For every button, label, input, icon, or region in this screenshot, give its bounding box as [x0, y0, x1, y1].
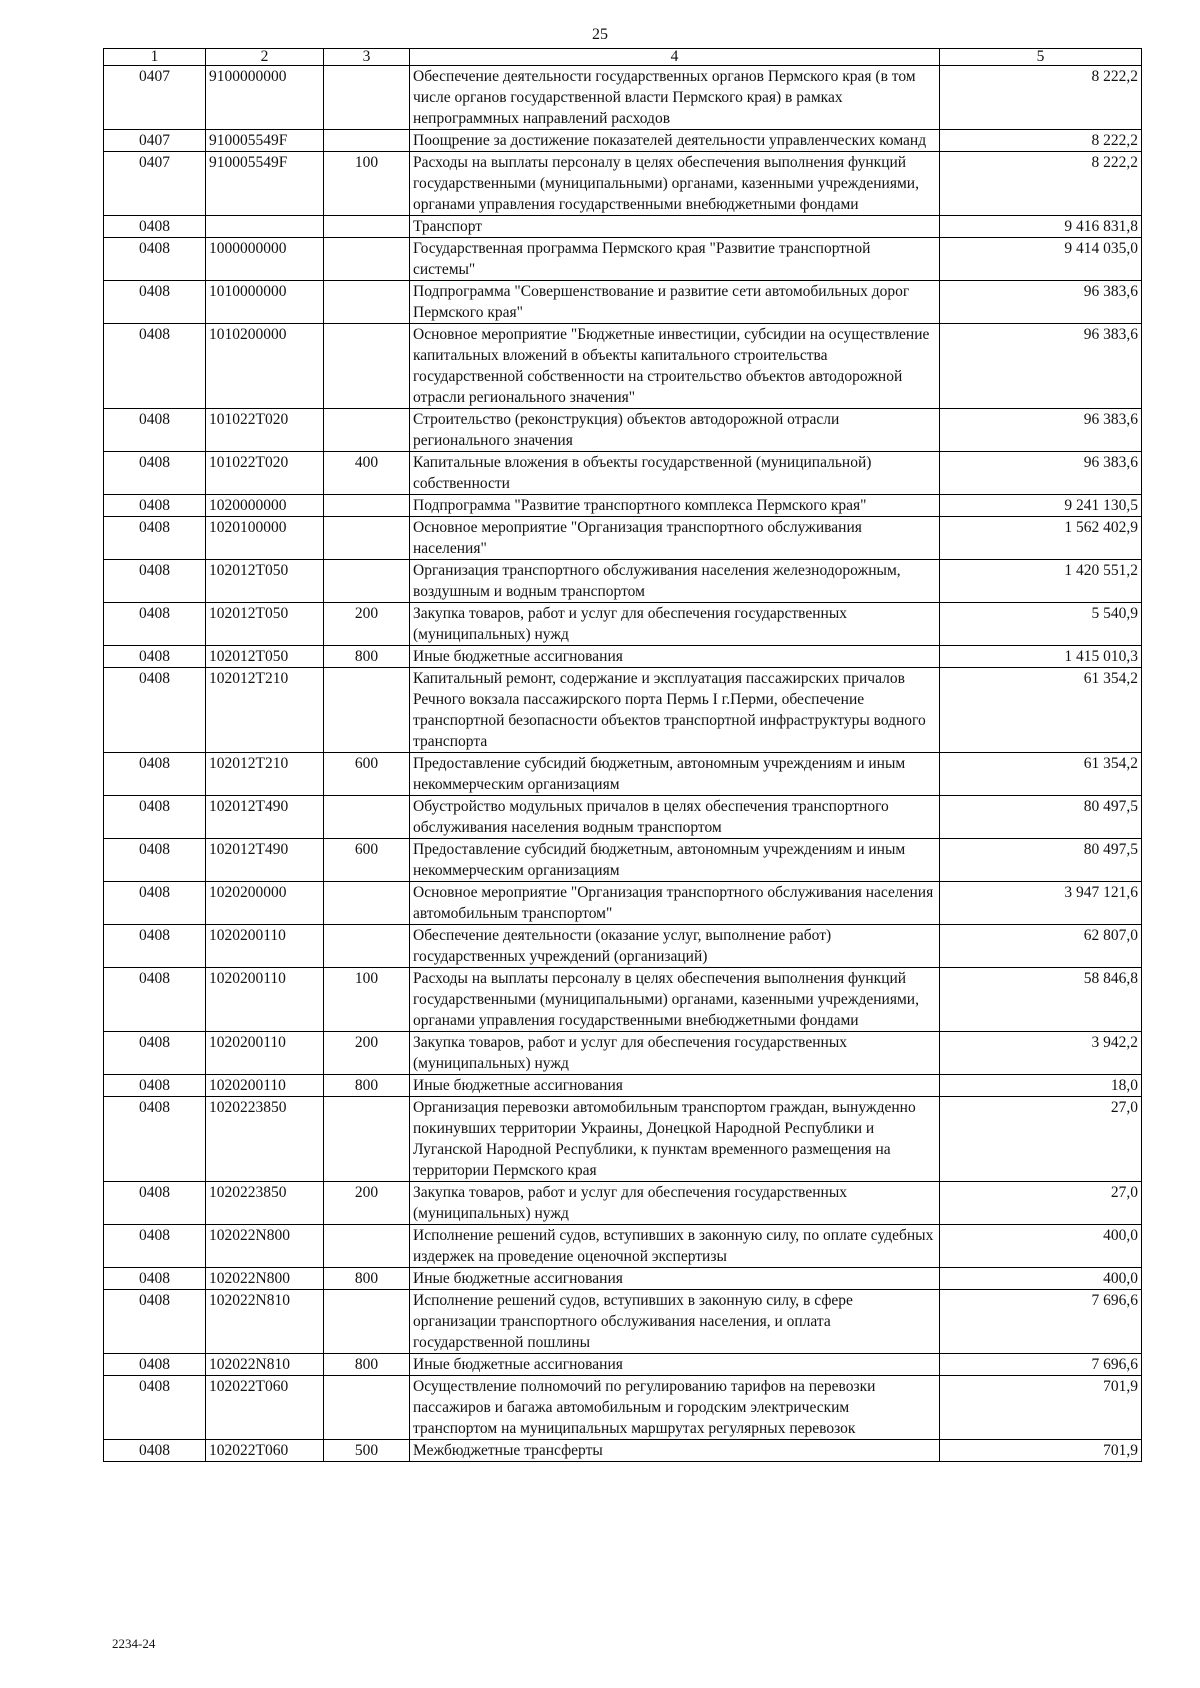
amount-cell: 8 222,2: [940, 152, 1142, 216]
section-code-cell: 0408: [104, 560, 206, 603]
item-name-cell: Подпрограмма "Развитие транспортного комплекса Пермского края": [410, 495, 940, 517]
target-code-cell: 102022N810: [206, 1354, 324, 1376]
amount-cell: 7 696,6: [940, 1290, 1142, 1354]
expense-type-cell: [324, 281, 410, 324]
expense-type-cell: 200: [324, 1032, 410, 1075]
item-name-cell: Закупка товаров, работ и услуг для обеспечения государственных (муниципальных) нужд: [410, 1182, 940, 1225]
table-row: [104, 281, 1142, 324]
target-code-cell: 1020000000: [206, 495, 324, 517]
target-code-cell: 102012T490: [206, 796, 324, 839]
table-row: [104, 968, 1142, 1032]
table-row: [104, 925, 1142, 968]
section-code-cell: 0408: [104, 495, 206, 517]
table-row: [104, 839, 1142, 882]
section-code-cell: 0408: [104, 1225, 206, 1268]
expense-type-cell: [324, 796, 410, 839]
table-row: [104, 130, 1142, 152]
table-row: [104, 1440, 1142, 1462]
table-row: [104, 1097, 1142, 1182]
target-code-cell: 910005549F: [206, 130, 324, 152]
item-name-cell: Осуществление полномочий по регулированию тарифов на перевозки пассажиров и багажа автомобильным и городским электрическим транспортом на муниципальных маршрутах регулярных перевозок: [410, 1376, 940, 1440]
amount-cell: 400,0: [940, 1268, 1142, 1290]
table-row: [104, 1225, 1142, 1268]
amount-cell: 62 807,0: [940, 925, 1142, 968]
section-code-cell: 0408: [104, 1354, 206, 1376]
amount-cell: 701,9: [940, 1440, 1142, 1462]
target-code-cell: 102022N810: [206, 1290, 324, 1354]
item-name-cell: Строительство (реконструкция) объектов автодорожной отрасли регионального значения: [410, 409, 940, 452]
target-code-cell: 1000000000: [206, 238, 324, 281]
expense-type-cell: [324, 1376, 410, 1440]
target-code-cell: 102012T050: [206, 560, 324, 603]
amount-cell: 1 420 551,2: [940, 560, 1142, 603]
item-name-cell: Капитальные вложения в объекты государственной (муниципальной) собственности: [410, 452, 940, 495]
table-row: [104, 1032, 1142, 1075]
table-body: [104, 66, 1142, 1462]
item-name-cell: Расходы на выплаты персоналу в целях обеспечения выполнения функций государственными (муниципальными) органами, казенными учреждениями, органами управления государственными внебюджетными фондами: [410, 968, 940, 1032]
target-code-cell: 102012T490: [206, 839, 324, 882]
target-code-cell: 102012T050: [206, 646, 324, 668]
target-code-cell: 1020200110: [206, 1075, 324, 1097]
section-code-cell: 0407: [104, 66, 206, 130]
amount-cell: 7 696,6: [940, 1354, 1142, 1376]
section-code-cell: 0408: [104, 1182, 206, 1225]
page-number: 25: [592, 26, 608, 43]
amount-cell: 96 383,6: [940, 324, 1142, 409]
item-name-cell: Государственная программа Пермского края "Развитие транспортной системы": [410, 238, 940, 281]
section-code-cell: 0408: [104, 517, 206, 560]
table-row: [104, 646, 1142, 668]
expense-type-cell: [324, 1290, 410, 1354]
table-row: [104, 753, 1142, 796]
target-code-cell: 1010200000: [206, 324, 324, 409]
target-code-cell: 1020200000: [206, 882, 324, 925]
section-code-cell: 0408: [104, 925, 206, 968]
column-header-3: 3: [324, 49, 410, 66]
amount-cell: 3 947 121,6: [940, 882, 1142, 925]
target-code-cell: 1020200110: [206, 1032, 324, 1075]
target-code-cell: 102012T050: [206, 603, 324, 646]
table-row: [104, 1268, 1142, 1290]
item-name-cell: Обеспечение деятельности (оказание услуг, выполнение работ) государственных учреждений (организаций): [410, 925, 940, 968]
table-row: [104, 409, 1142, 452]
section-code-cell: 0408: [104, 1440, 206, 1462]
item-name-cell: Исполнение решений судов, вступивших в законную силу, в сфере организации транспортного обслуживания населения, и оплата государственной пошлины: [410, 1290, 940, 1354]
target-code-cell: 1020200110: [206, 925, 324, 968]
section-code-cell: 0408: [104, 281, 206, 324]
target-code-cell: 102012T210: [206, 753, 324, 796]
amount-cell: 9 414 035,0: [940, 238, 1142, 281]
target-code-cell: 101022T020: [206, 409, 324, 452]
amount-cell: 96 383,6: [940, 452, 1142, 495]
target-code-cell: 101022T020: [206, 452, 324, 495]
target-code-cell: 1020223850: [206, 1097, 324, 1182]
expense-type-cell: [324, 882, 410, 925]
target-code-cell: 102022T060: [206, 1376, 324, 1440]
item-name-cell: Основное мероприятие "Организация транспортного обслуживания населения": [410, 517, 940, 560]
expense-type-cell: [324, 130, 410, 152]
target-code-cell: 1020223850: [206, 1182, 324, 1225]
expense-type-cell: [324, 216, 410, 238]
target-code-cell: 1020100000: [206, 517, 324, 560]
target-code-cell: 1020200110: [206, 968, 324, 1032]
item-name-cell: Обеспечение деятельности государственных органов Пермского края (в том числе органов государственной власти Пермского края) в рамках непрограммных направлений расходов: [410, 66, 940, 130]
section-code-cell: 0408: [104, 668, 206, 753]
section-code-cell: 0408: [104, 603, 206, 646]
amount-cell: 96 383,6: [940, 281, 1142, 324]
target-code-cell: 102022T060: [206, 1440, 324, 1462]
column-header-1: 1: [104, 49, 206, 66]
amount-cell: 80 497,5: [940, 796, 1142, 839]
expense-type-cell: [324, 1097, 410, 1182]
column-header-2: 2: [206, 49, 324, 66]
expense-type-cell: 200: [324, 1182, 410, 1225]
section-code-cell: 0408: [104, 882, 206, 925]
section-code-cell: 0408: [104, 238, 206, 281]
target-code-cell: 1010000000: [206, 281, 324, 324]
table-row: [104, 517, 1142, 560]
section-code-cell: 0408: [104, 1097, 206, 1182]
section-code-cell: 0408: [104, 646, 206, 668]
expense-type-cell: [324, 324, 410, 409]
section-code-cell: 0407: [104, 152, 206, 216]
table-row: [104, 796, 1142, 839]
item-name-cell: Основное мероприятие "Бюджетные инвестиции, субсидии на осуществление капитальных вложений в объекты капитального строительства государственной собственности на строительство объектов автодорожной отрасли регионального значения": [410, 324, 940, 409]
item-name-cell: Закупка товаров, работ и услуг для обеспечения государственных (муниципальных) нужд: [410, 603, 940, 646]
table-row: [104, 603, 1142, 646]
section-code-cell: 0408: [104, 753, 206, 796]
expense-type-cell: 100: [324, 968, 410, 1032]
table-row: [104, 1376, 1142, 1440]
column-header-4: 4: [410, 49, 940, 66]
amount-cell: 61 354,2: [940, 753, 1142, 796]
expense-type-cell: 200: [324, 603, 410, 646]
table-row: [104, 324, 1142, 409]
item-name-cell: Организация транспортного обслуживания населения железнодорожным, воздушным и водным транспортом: [410, 560, 940, 603]
target-code-cell: 102022N800: [206, 1225, 324, 1268]
section-code-cell: 0408: [104, 1376, 206, 1440]
amount-cell: 400,0: [940, 1225, 1142, 1268]
amount-cell: 9 416 831,8: [940, 216, 1142, 238]
expense-type-cell: [324, 409, 410, 452]
table-row: [104, 452, 1142, 495]
section-code-cell: 0408: [104, 1075, 206, 1097]
target-code-cell: [206, 216, 324, 238]
amount-cell: 80 497,5: [940, 839, 1142, 882]
table-row: [104, 1354, 1142, 1376]
item-name-cell: Иные бюджетные ассигнования: [410, 1268, 940, 1290]
table-row: [104, 1075, 1142, 1097]
item-name-cell: Предоставление субсидий бюджетным, автономным учреждениям и иным некоммерческим организациям: [410, 753, 940, 796]
item-name-cell: Расходы на выплаты персоналу в целях обеспечения выполнения функций государственными (муниципальными) органами, казенными учреждениями, органами управления государственными внебюджетными фондами: [410, 152, 940, 216]
item-name-cell: Исполнение решений судов, вступивших в законную силу, по оплате судебных издержек на проведение оценочной экспертизы: [410, 1225, 940, 1268]
section-code-cell: 0408: [104, 324, 206, 409]
section-code-cell: 0408: [104, 1268, 206, 1290]
item-name-cell: Основное мероприятие "Организация транспортного обслуживания населения автомобильным транспортом": [410, 882, 940, 925]
table-row: [104, 882, 1142, 925]
item-name-cell: Предоставление субсидий бюджетным, автономным учреждениям и иным некоммерческим организациям: [410, 839, 940, 882]
amount-cell: 9 241 130,5: [940, 495, 1142, 517]
item-name-cell: Закупка товаров, работ и услуг для обеспечения государственных (муниципальных) нужд: [410, 1032, 940, 1075]
expense-type-cell: 100: [324, 152, 410, 216]
expense-type-cell: 800: [324, 1268, 410, 1290]
amount-cell: 8 222,2: [940, 66, 1142, 130]
item-name-cell: Иные бюджетные ассигнования: [410, 1354, 940, 1376]
table-header: [104, 49, 1142, 66]
expense-type-cell: [324, 238, 410, 281]
item-name-cell: Капитальный ремонт, содержание и эксплуатация пассажирских причалов Речного вокзала пассажирского порта Пермь I г.Перми, обеспечение транспортной безопасности объектов транспортной инфраструктуры водного транспорта: [410, 668, 940, 753]
amount-cell: 1 415 010,3: [940, 646, 1142, 668]
expense-type-cell: 500: [324, 1440, 410, 1462]
item-name-cell: Обустройство модульных причалов в целях обеспечения транспортного обслуживания населения водным транспортом: [410, 796, 940, 839]
amount-cell: 58 846,8: [940, 968, 1142, 1032]
amount-cell: 27,0: [940, 1182, 1142, 1225]
expense-type-cell: 800: [324, 1075, 410, 1097]
table-row: [104, 66, 1142, 130]
target-code-cell: 9100000000: [206, 66, 324, 130]
amount-cell: 96 383,6: [940, 409, 1142, 452]
target-code-cell: 102012T210: [206, 668, 324, 753]
amount-cell: 27,0: [940, 1097, 1142, 1182]
expense-type-cell: 800: [324, 1354, 410, 1376]
expense-type-cell: [324, 495, 410, 517]
section-code-cell: 0408: [104, 968, 206, 1032]
section-code-cell: 0408: [104, 1032, 206, 1075]
expense-type-cell: [324, 925, 410, 968]
expense-type-cell: 600: [324, 839, 410, 882]
expense-type-cell: [324, 517, 410, 560]
table-row: [104, 1182, 1142, 1225]
expense-type-cell: 400: [324, 452, 410, 495]
section-code-cell: 0408: [104, 216, 206, 238]
expense-type-cell: 800: [324, 646, 410, 668]
item-name-cell: Иные бюджетные ассигнования: [410, 1075, 940, 1097]
budget-table: [103, 48, 1142, 1462]
section-code-cell: 0408: [104, 796, 206, 839]
expense-type-cell: [324, 560, 410, 603]
target-code-cell: 910005549F: [206, 152, 324, 216]
item-name-cell: Организация перевозки автомобильным транспортом граждан, вынужденно покинувших территории Украины, Донецкой Народной Республики и Луганской Народной Республики, к пунктам временного размещения на территории Пермского края: [410, 1097, 940, 1182]
item-name-cell: Иные бюджетные ассигнования: [410, 646, 940, 668]
amount-cell: 5 540,9: [940, 603, 1142, 646]
amount-cell: 1 562 402,9: [940, 517, 1142, 560]
section-code-cell: 0408: [104, 839, 206, 882]
expense-type-cell: [324, 66, 410, 130]
amount-cell: 701,9: [940, 1376, 1142, 1440]
table-row: [104, 495, 1142, 517]
item-name-cell: Поощрение за достижение показателей деятельности управленческих команд: [410, 130, 940, 152]
amount-cell: 61 354,2: [940, 668, 1142, 753]
target-code-cell: 102022N800: [206, 1268, 324, 1290]
section-code-cell: 0408: [104, 409, 206, 452]
amount-cell: 8 222,2: [940, 130, 1142, 152]
section-code-cell: 0407: [104, 130, 206, 152]
document-code: 2234-24: [112, 1636, 156, 1651]
section-code-cell: 0408: [104, 452, 206, 495]
table-row: [104, 216, 1142, 238]
expense-type-cell: 600: [324, 753, 410, 796]
amount-cell: 18,0: [940, 1075, 1142, 1097]
item-name-cell: Межбюджетные трансферты: [410, 1440, 940, 1462]
expense-type-cell: [324, 1225, 410, 1268]
table-row: [104, 560, 1142, 603]
table-row: [104, 238, 1142, 281]
table-row: [104, 1290, 1142, 1354]
item-name-cell: Транспорт: [410, 216, 940, 238]
expense-type-cell: [324, 668, 410, 753]
item-name-cell: Подпрограмма "Совершенствование и развитие сети автомобильных дорог Пермского края": [410, 281, 940, 324]
table-row: [104, 668, 1142, 753]
column-header-5: 5: [940, 49, 1142, 66]
section-code-cell: 0408: [104, 1290, 206, 1354]
table-row: [104, 152, 1142, 216]
amount-cell: 3 942,2: [940, 1032, 1142, 1075]
